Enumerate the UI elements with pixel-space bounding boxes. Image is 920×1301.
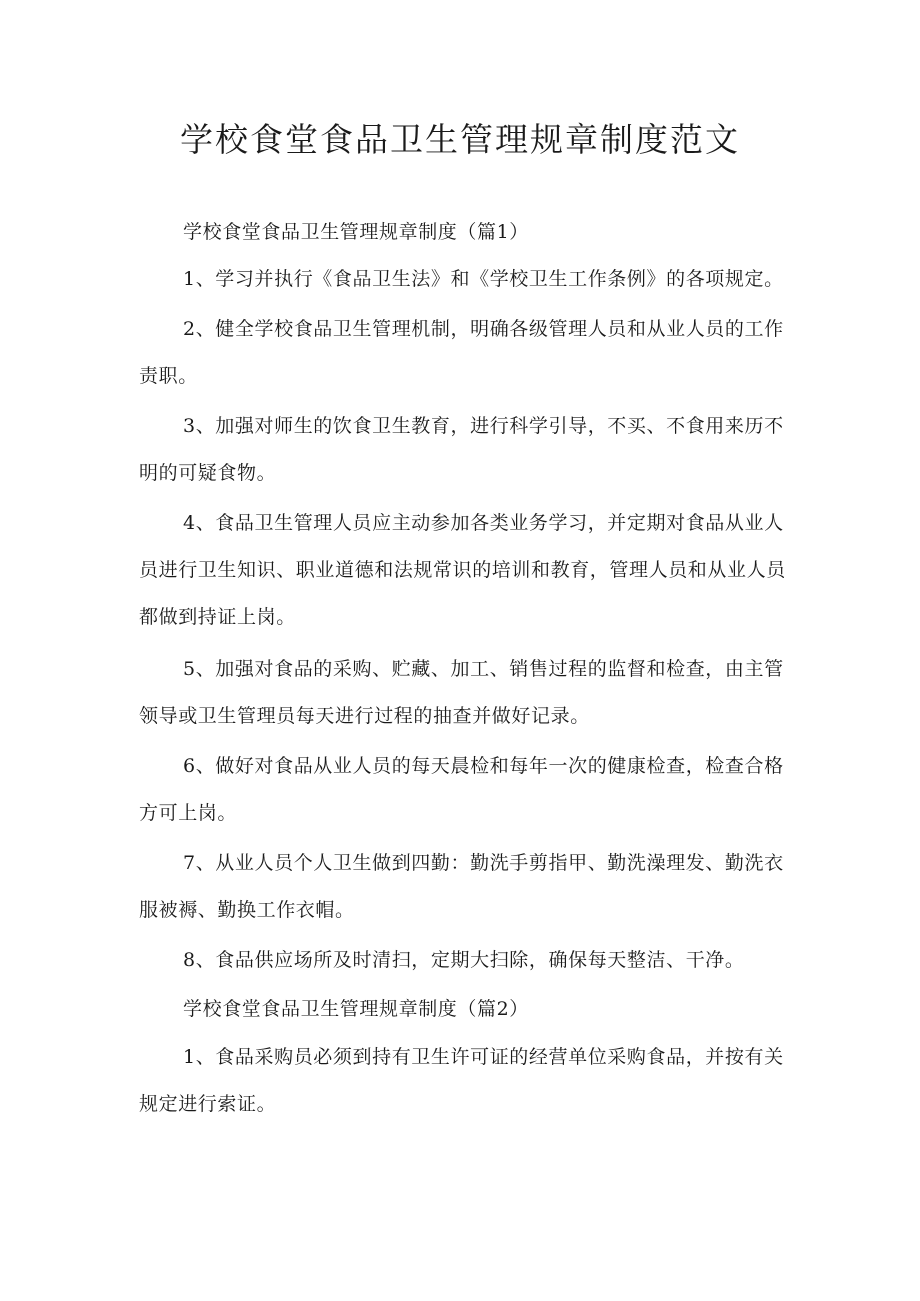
paragraph-5: 5、加强对食品的采购、贮藏、加工、销售过程的监督和检查，由主管领导或卫生管理员每天进行过程的抽查并做好记录。 <box>139 658 784 727</box>
paragraph-7: 7、从业人员个人卫生做到四勤：勤洗手剪指甲、勤洗澡理发、勤洗衣服被褥、勤换工作衣帽。 <box>139 852 784 921</box>
paragraph-3: 3、加强对师生的饮食卫生教育，进行科学引导，不买、不食用来历不明的可疑食物。 <box>139 415 784 484</box>
document-title: 学校食堂食品卫生管理规章制度范文 <box>180 120 740 159</box>
paragraph-4: 4、食品卫生管理人员应主动参加各类业务学习，并定期对食品从业人员进行卫生知识、职业道德和法规常识的培训和教育，管理人员和从业人员都做到持证上岗。 <box>139 512 786 628</box>
paragraph-1: 1、学习并执行《食品卫生法》和《学校卫生工作条例》的各项规定。 <box>183 268 784 290</box>
paragraph-9: 1、食品采购员必须到持有卫生许可证的经营单位采购食品，并按有关规定进行索证。 <box>139 1046 784 1115</box>
paragraph-6: 6、做好对食品从业人员的每天晨检和每年一次的健康检查，检查合格方可上岗。 <box>139 755 784 824</box>
section-heading-2: 学校食堂食品卫生管理规章制度（篇2） <box>183 998 529 1020</box>
section-heading-1: 学校食堂食品卫生管理规章制度（篇1） <box>183 221 529 243</box>
paragraph-8: 8、食品供应场所及时清扫，定期大扫除，确保每天整洁、干净。 <box>183 949 745 971</box>
paragraph-2: 2、健全学校食品卫生管理机制，明确各级管理人员和从业人员的工作责职。 <box>139 318 784 387</box>
